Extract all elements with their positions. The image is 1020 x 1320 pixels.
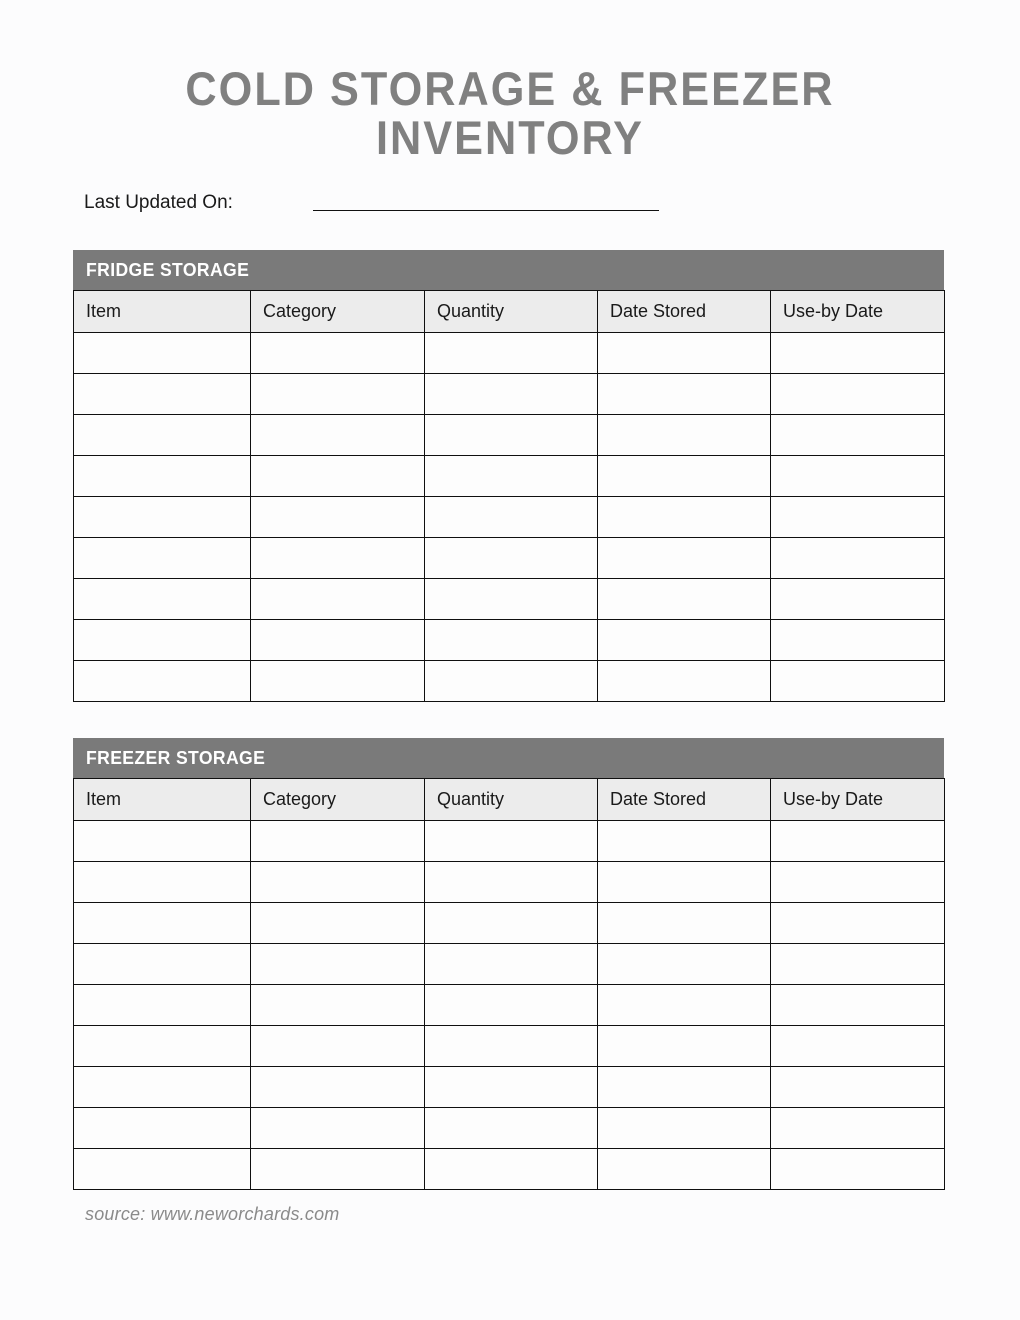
table-cell-date-stored[interactable]: [598, 620, 771, 661]
table-cell-use-by-date[interactable]: [771, 985, 945, 1026]
table-row: [74, 821, 945, 862]
table-cell-category[interactable]: [251, 620, 425, 661]
table-row: [74, 1108, 945, 1149]
table-cell-date-stored[interactable]: [598, 903, 771, 944]
column-header-item: Item: [74, 779, 251, 821]
table-row: [74, 862, 945, 903]
table-cell-category[interactable]: [251, 1149, 425, 1190]
table-cell-category[interactable]: [251, 579, 425, 620]
last-updated-row: [84, 186, 659, 214]
table-cell-quantity[interactable]: [425, 620, 598, 661]
table-cell-category[interactable]: [251, 862, 425, 903]
table-header-row: [74, 779, 945, 821]
table-cell-date-stored[interactable]: [598, 374, 771, 415]
table-cell-date-stored[interactable]: [598, 415, 771, 456]
table-cell-quantity[interactable]: [425, 1149, 598, 1190]
table-cell-item[interactable]: [74, 862, 251, 903]
column-header-use-by-date: Use-by Date: [771, 779, 945, 821]
table-cell-category[interactable]: [251, 1067, 425, 1108]
table-cell-date-stored[interactable]: [598, 579, 771, 620]
last-updated-label: Last Updated On:: [84, 192, 233, 213]
table-cell-use-by-date[interactable]: [771, 862, 945, 903]
table-cell-item[interactable]: [74, 579, 251, 620]
table-cell-category[interactable]: [251, 944, 425, 985]
page-title: [110, 64, 910, 162]
table-cell-quantity[interactable]: [425, 1026, 598, 1067]
table-row: [74, 579, 945, 620]
table-cell-use-by-date[interactable]: [771, 1026, 945, 1067]
table-cell-use-by-date[interactable]: [771, 944, 945, 985]
table-row: [74, 1149, 945, 1190]
table-cell-use-by-date[interactable]: [771, 903, 945, 944]
table-cell-use-by-date[interactable]: [771, 374, 945, 415]
table-cell-category[interactable]: [251, 903, 425, 944]
table-cell-quantity[interactable]: [425, 944, 598, 985]
table-cell-date-stored[interactable]: [598, 944, 771, 985]
table-header-row: [74, 291, 945, 333]
table-cell-item[interactable]: [74, 456, 251, 497]
table-cell-item[interactable]: [74, 1149, 251, 1190]
table-row: [74, 661, 945, 702]
table-cell-item[interactable]: [74, 620, 251, 661]
source-note: source: www.neworchards.com: [85, 1204, 340, 1224]
table-cell-category[interactable]: [251, 1026, 425, 1067]
table-cell-use-by-date[interactable]: [771, 821, 945, 862]
table-cell-date-stored[interactable]: [598, 333, 771, 374]
section-banner-fridge: [73, 250, 944, 290]
fridge-storage-table: [73, 290, 945, 702]
table-cell-category[interactable]: [251, 821, 425, 862]
section-banner-label-freezer: FREEZER STORAGE: [86, 747, 266, 768]
table-cell-use-by-date[interactable]: [771, 415, 945, 456]
table-row: [74, 1067, 945, 1108]
column-header-category: Category: [251, 779, 425, 821]
table-row: [74, 1026, 945, 1067]
table-cell-category[interactable]: [251, 661, 425, 702]
table-cell-quantity[interactable]: [425, 538, 598, 579]
table-row: [74, 903, 945, 944]
page-title-line-2: INVENTORY: [375, 111, 645, 164]
table-cell-date-stored[interactable]: [598, 456, 771, 497]
table-cell-quantity[interactable]: [425, 985, 598, 1026]
column-header-quantity: Quantity: [425, 291, 598, 333]
table-cell-item[interactable]: [74, 661, 251, 702]
table-row: [74, 538, 945, 579]
column-header-category: Category: [251, 291, 425, 333]
table-cell-date-stored[interactable]: [598, 821, 771, 862]
table-cell-quantity[interactable]: [425, 456, 598, 497]
table-cell-quantity[interactable]: [425, 903, 598, 944]
table-cell-category[interactable]: [251, 497, 425, 538]
table-row: [74, 944, 945, 985]
fridge-table-body: [74, 333, 945, 702]
table-row: [74, 497, 945, 538]
table-cell-date-stored[interactable]: [598, 1108, 771, 1149]
table-cell-use-by-date[interactable]: [771, 579, 945, 620]
column-header-use-by-date: Use-by Date: [771, 291, 945, 333]
table-cell-quantity[interactable]: [425, 1108, 598, 1149]
table-cell-item[interactable]: [74, 333, 251, 374]
table-cell-use-by-date[interactable]: [771, 538, 945, 579]
table-cell-item[interactable]: [74, 1108, 251, 1149]
table-cell-category[interactable]: [251, 1108, 425, 1149]
table-cell-quantity[interactable]: [425, 821, 598, 862]
table-cell-category[interactable]: [251, 538, 425, 579]
table-cell-date-stored[interactable]: [598, 497, 771, 538]
table-cell-category[interactable]: [251, 456, 425, 497]
table-cell-item[interactable]: [74, 374, 251, 415]
freezer-table-body: [74, 821, 945, 1190]
table-cell-date-stored[interactable]: [598, 862, 771, 903]
table-cell-item[interactable]: [74, 538, 251, 579]
table-cell-item[interactable]: [74, 1026, 251, 1067]
table-cell-date-stored[interactable]: [598, 985, 771, 1026]
table-cell-quantity[interactable]: [425, 862, 598, 903]
section-banner-freezer: [73, 738, 944, 778]
table-cell-item[interactable]: [74, 415, 251, 456]
table-cell-item[interactable]: [74, 985, 251, 1026]
table-cell-item[interactable]: [74, 903, 251, 944]
column-header-date-stored: Date Stored: [598, 291, 771, 333]
table-cell-date-stored[interactable]: [598, 1149, 771, 1190]
column-header-date-stored: Date Stored: [598, 779, 771, 821]
table-row: [74, 333, 945, 374]
section-fridge-storage: [73, 250, 944, 702]
table-cell-use-by-date[interactable]: [771, 1149, 945, 1190]
table-cell-category[interactable]: [251, 333, 425, 374]
table-cell-date-stored[interactable]: [598, 538, 771, 579]
table-row: [74, 415, 945, 456]
table-cell-use-by-date[interactable]: [771, 497, 945, 538]
table-cell-quantity[interactable]: [425, 497, 598, 538]
table-row: [74, 620, 945, 661]
table-cell-use-by-date[interactable]: [771, 333, 945, 374]
freezer-storage-table: [73, 778, 945, 1190]
table-cell-item[interactable]: [74, 944, 251, 985]
table-cell-use-by-date[interactable]: [771, 1108, 945, 1149]
table-cell-date-stored[interactable]: [598, 661, 771, 702]
table-cell-use-by-date[interactable]: [771, 620, 945, 661]
table-cell-item[interactable]: [74, 497, 251, 538]
table-cell-category[interactable]: [251, 374, 425, 415]
table-cell-use-by-date[interactable]: [771, 1067, 945, 1108]
table-cell-quantity[interactable]: [425, 661, 598, 702]
table-cell-quantity[interactable]: [425, 415, 598, 456]
column-header-quantity: Quantity: [425, 779, 598, 821]
page-title-line-1: COLD STORAGE & FREEZER: [185, 62, 835, 115]
table-cell-quantity[interactable]: [425, 579, 598, 620]
section-banner-label-fridge: FRIDGE STORAGE: [86, 259, 250, 280]
last-updated-input[interactable]: [313, 210, 659, 211]
table-row: [74, 456, 945, 497]
section-freezer-storage: [73, 738, 944, 1190]
table-cell-use-by-date[interactable]: [771, 661, 945, 702]
table-cell-date-stored[interactable]: [598, 1067, 771, 1108]
table-cell-quantity[interactable]: [425, 333, 598, 374]
table-row: [74, 374, 945, 415]
table-cell-category[interactable]: [251, 985, 425, 1026]
table-cell-quantity[interactable]: [425, 1067, 598, 1108]
table-cell-use-by-date[interactable]: [771, 456, 945, 497]
column-header-item: Item: [74, 291, 251, 333]
table-cell-item[interactable]: [74, 821, 251, 862]
table-cell-category[interactable]: [251, 415, 425, 456]
table-cell-item[interactable]: [74, 1067, 251, 1108]
table-cell-quantity[interactable]: [425, 374, 598, 415]
table-row: [74, 985, 945, 1026]
table-cell-date-stored[interactable]: [598, 1026, 771, 1067]
